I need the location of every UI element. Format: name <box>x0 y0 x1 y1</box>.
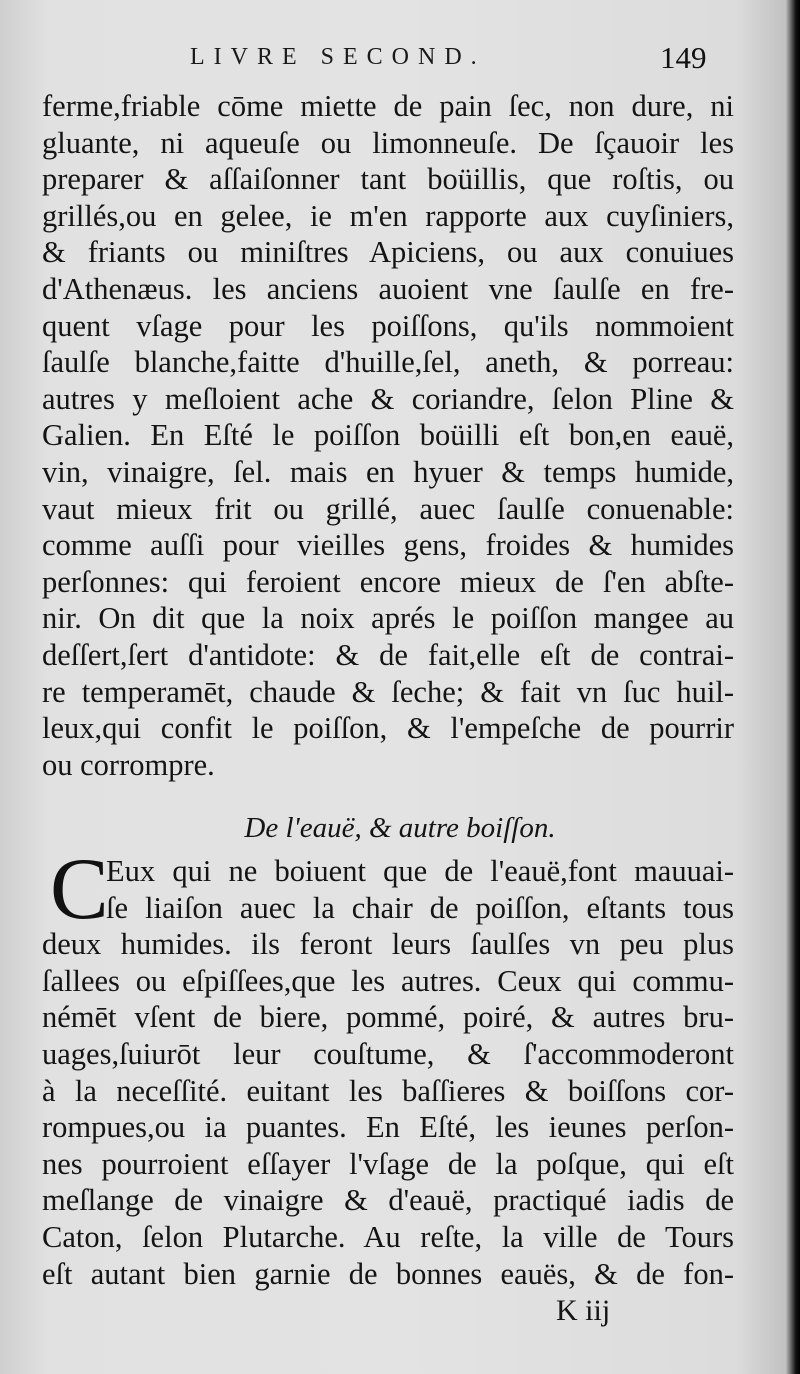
text-line: perſonnes: qui feroient encore mieux de ſ'en abſte- <box>42 564 734 599</box>
text-block-water <box>42 853 734 1292</box>
text-line: gluante, ni aqueuſe ou limonneuſe. De ſçauoir les <box>42 125 734 160</box>
text-line: ſallees ou eſpiſſees,que les autres. Ceux qui commu- <box>42 963 734 998</box>
text-line: deux humides. ils feront leurs ſaulſes vn peu plus <box>42 927 734 962</box>
text-line: rompues,ou ia puantes. En Eſté, les ieunes perſon- <box>42 1110 734 1145</box>
text-line: eſt autant bien garnie de bonnes eauës, & de fon- <box>42 1256 734 1291</box>
text-line: némēt vſent de biere, pommé, poiré, & autres bru- <box>42 1000 734 1035</box>
page-edge-shadow <box>786 0 800 1374</box>
text-line: meſlange de vinaigre & d'eauë, practiqué iadis de <box>42 1183 734 1218</box>
text-line: d'Athenæus. les anciens auoient vne ſaulſe en fre- <box>42 271 734 306</box>
page-header <box>0 42 800 82</box>
text-line: leux,qui confit le poiſſon, & l'empeſche de pourrir <box>42 711 734 746</box>
text-line: vin, vinaigre, ſel. mais en hyuer & temps humide, <box>42 454 734 489</box>
text-line: uages,ſuiurōt leur couſtume, & ſ'accommoderont <box>42 1036 734 1071</box>
drop-cap: C <box>50 841 109 938</box>
text-block-fish <box>42 88 734 783</box>
text-line: vaut mieux frit ou grillé, auec ſaulſe conuenable: <box>42 491 734 526</box>
text-line: autres y meſloient ache & coriandre, ſelon Pline & <box>42 381 734 416</box>
text-line: ou corrompre. <box>42 747 215 782</box>
text-line: deſſert,ſert d'antidote: & de fait,elle eſt de contrai- <box>42 637 734 672</box>
running-head: LIVRE SECOND. <box>190 44 486 70</box>
text-line: grillés,ou en gelee, ie m'en rapporte aux cuyſiniers, <box>42 198 734 233</box>
page-number: 149 <box>660 40 707 75</box>
text-line: Galien. En Eſté le poiſſon boüilli eſt bon,en eauë, <box>42 418 734 453</box>
text-line: ferme,friable cōme miette de pain ſec, non dure, ni <box>42 89 734 123</box>
text-line: Caton, ſelon Plutarche. Au reſte, la ville de Tours <box>42 1219 734 1254</box>
text-line: re temperamēt, chaude & ſeche; & fait vn ſuc huil- <box>42 674 734 709</box>
text-line: quent vſage pour les poiſſons, qu'ils nommoient <box>42 308 734 343</box>
text-line: à la neceſſité. euitant les baſſieres & boiſſons cor- <box>42 1073 734 1108</box>
text-line: comme auſſi pour vieilles gens, froides & humides <box>42 528 734 563</box>
section-heading: De l'eauë, & autre boiſſon. <box>244 812 556 844</box>
text-line: Eux qui ne boiuent que de l'eauë,font mauuai- <box>106 854 734 888</box>
signature-mark: K iij <box>556 1294 611 1327</box>
text-line: ſaulſe blanche,faitte d'huille,ſel, aneth, & porreau: <box>42 345 734 380</box>
text-line: nir. On dit que la noix aprés le poiſſon mangee au <box>42 601 734 636</box>
text-line: & friants ou miniſtres Apiciens, ou aux conuiues <box>42 235 734 270</box>
text-line: preparer & aſſaiſonner tant boüillis, que roſtis, ou <box>42 162 734 197</box>
text-line: nes pourroient eſſayer l'vſage de la poſque, qui eſt <box>42 1146 734 1181</box>
text-line: ſe liaiſon auec la chair de poiſſon, eſtants tous <box>106 890 734 925</box>
